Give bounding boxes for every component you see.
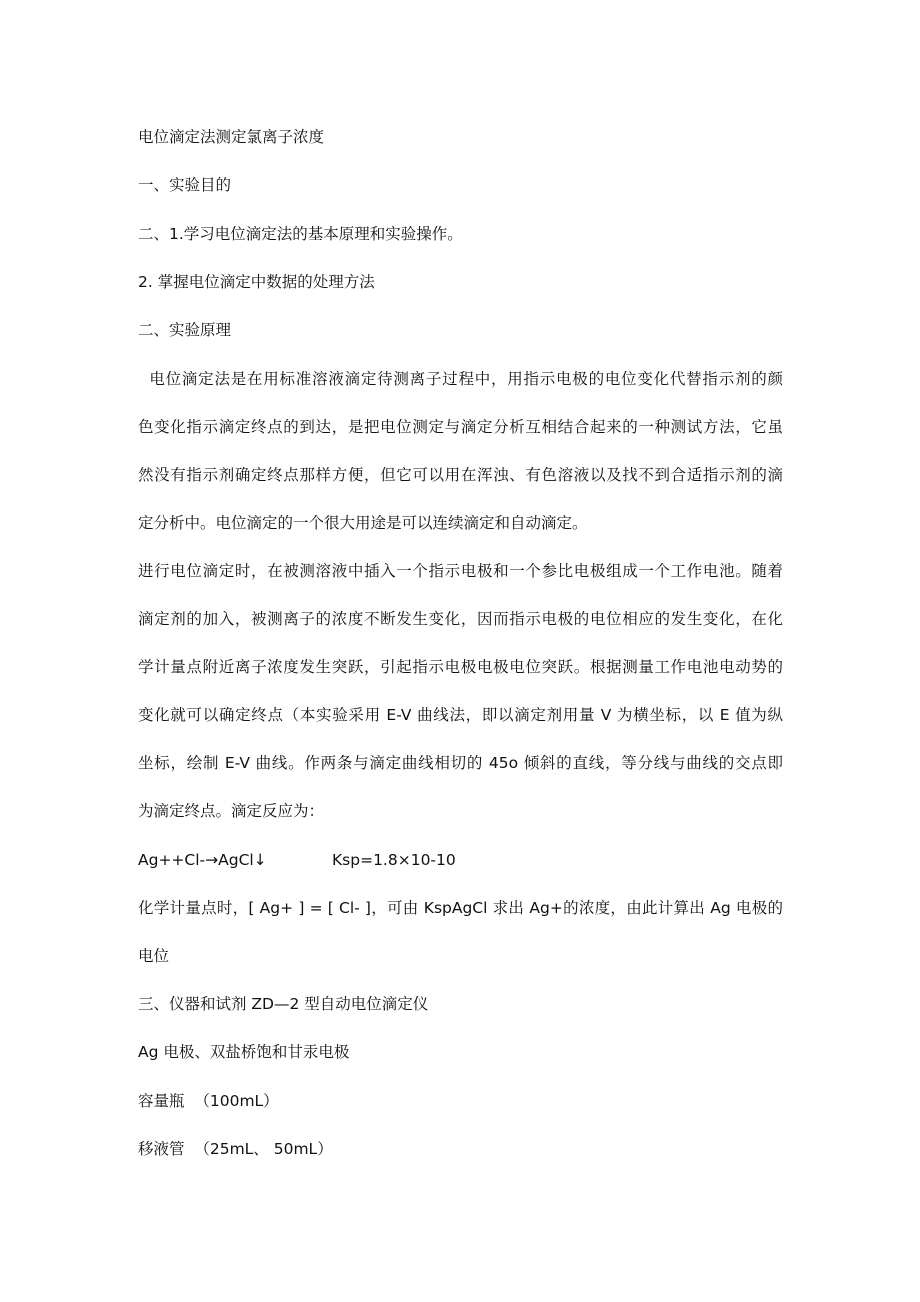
paragraph-line: 坐标，绘制 E-V 曲线。作两条与滴定曲线相切的 45o 倾斜的直线，等分线与曲线的交点即	[138, 754, 783, 772]
text-line: 移液管 （25mL、 50mL）	[138, 1140, 333, 1158]
section-heading: 一、实验目的	[138, 176, 232, 194]
paragraph-line: 然没有指示剂确定终点那样方便，但它可以用在浑浊、有色溶液以及找不到合适指示剂的滴	[138, 466, 783, 484]
paragraph-line: 电位滴定法是在用标准溶液滴定待测离子过程中，用指示电极的电位变化代替指示剂的颜	[138, 370, 783, 388]
paragraph-line: 进行电位滴定时，在被测溶液中插入一个指示电极和一个参比电极组成一个工作电池。随着	[138, 562, 783, 580]
text-line: 容量瓶 （100mL）	[138, 1092, 279, 1110]
paragraph-line: 为滴定终点。滴定反应为：	[138, 802, 325, 820]
text-line: 二、1.学习电位滴定法的基本原理和实验操作。	[138, 225, 463, 243]
paragraph-line: 滴定剂的加入，被测离子的浓度不断发生变化，因而指示电极的电位相应的发生变化，在化	[138, 610, 783, 628]
section-heading: 三、仪器和试剂 ZD—2 型自动电位滴定仪	[138, 995, 429, 1013]
text-line: 2. 掌握电位滴定中数据的处理方法	[138, 273, 375, 291]
paragraph-line: 电位	[138, 947, 170, 965]
reaction-equation: Ag++Cl-→AgCl↓	[138, 851, 267, 869]
paragraph-line: 定分析中。电位滴定的一个很大用途是可以连续滴定和自动滴定。	[138, 514, 588, 532]
section-heading: 二、实验原理	[138, 321, 232, 339]
ksp-value: Ksp=1.8×10-10	[332, 851, 456, 869]
paragraph-line: 色变化指示滴定终点的到达，是把电位测定与滴定分析互相结合起来的一种测试方法，它虽	[138, 418, 783, 436]
paragraph-line: 学计量点附近离子浓度发生突跃，引起指示电极电极电位突跃。根据测量工作电池电动势的	[138, 658, 783, 676]
text-line: Ag 电极、双盐桥饱和甘汞电极	[138, 1043, 350, 1061]
document-title: 电位滴定法测定氯离子浓度	[138, 128, 325, 146]
paragraph-line: 变化就可以确定终点（本实验采用 E-V 曲线法，即以滴定剂用量 V 为横坐标，以 E 值为纵	[138, 706, 783, 724]
paragraph-line: 化学计量点时，[ Ag+ ] = [ Cl- ]，可由 KspAgCl 求出 Ag+的浓度，由此计算出 Ag 电极的	[138, 899, 783, 917]
